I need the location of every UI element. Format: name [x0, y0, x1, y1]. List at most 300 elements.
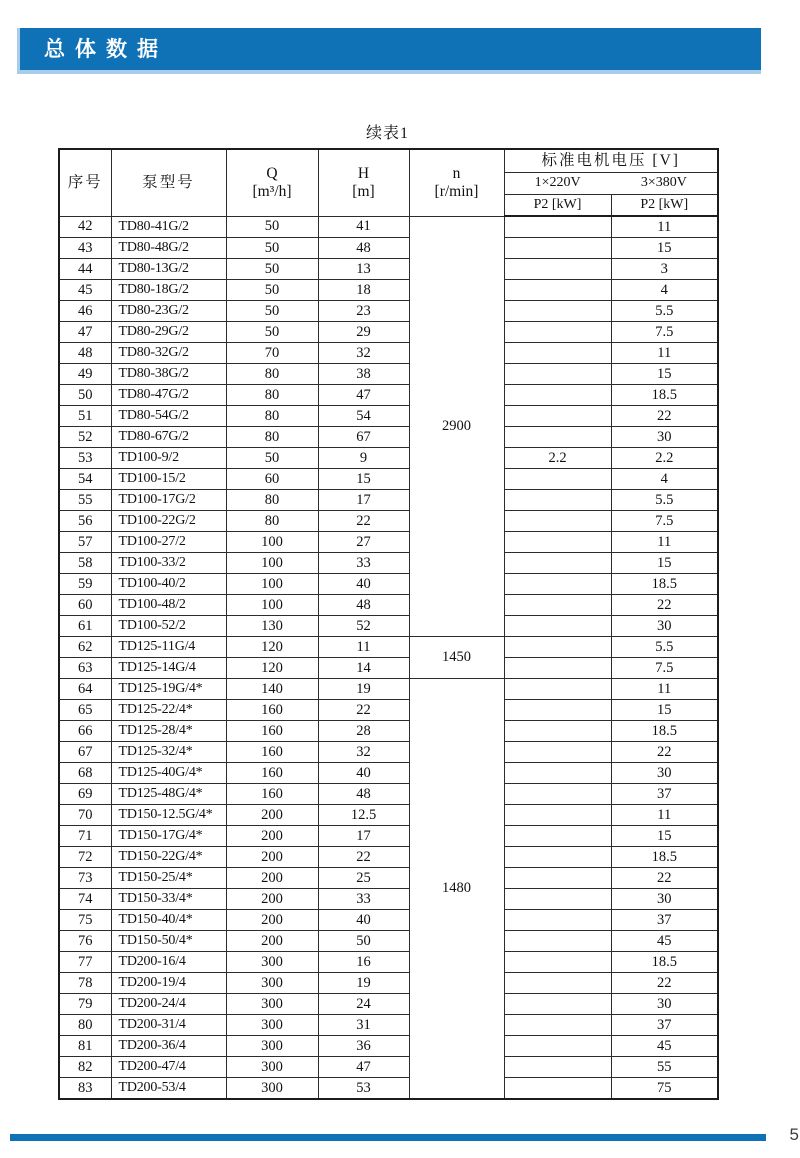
cell-h: 17: [318, 826, 409, 847]
cell-p2-380: 11: [611, 343, 718, 364]
cell-model: TD200-19/4: [111, 973, 226, 994]
cell-q: 50: [226, 448, 318, 469]
cell-speed: 1450: [409, 637, 504, 679]
cell-model: TD150-33/4*: [111, 889, 226, 910]
cell-p2-220: [504, 616, 611, 637]
table-row: [59, 805, 718, 826]
table-row: [59, 973, 718, 994]
cell-q: 100: [226, 595, 318, 616]
cell-h: 40: [318, 910, 409, 931]
cell-p2-380: 30: [611, 763, 718, 784]
cell-p2-220: [504, 427, 611, 448]
cell-p2-380: 75: [611, 1078, 718, 1100]
cell-h: 38: [318, 364, 409, 385]
cell-p2-380: 55: [611, 1057, 718, 1078]
cell-h: 9: [318, 448, 409, 469]
table-caption: 续表1: [365, 125, 409, 142]
cell-q: 300: [226, 1078, 318, 1100]
cell-h: 28: [318, 721, 409, 742]
cell-p2-380: 37: [611, 784, 718, 805]
table-row: [59, 574, 718, 595]
cell-q: 50: [226, 280, 318, 301]
cell-model: TD100-15/2: [111, 469, 226, 490]
cell-serial: 52: [59, 427, 111, 448]
voltage-subheader: [504, 173, 718, 195]
cell-q: 200: [226, 847, 318, 868]
cell-q: 80: [226, 385, 318, 406]
cell-q: 70: [226, 343, 318, 364]
col-header-p2-220: P2 [kW]: [504, 195, 611, 217]
cell-p2-220: [504, 385, 611, 406]
cell-model: TD80-48G/2: [111, 238, 226, 259]
cell-p2-380: 37: [611, 1015, 718, 1036]
cell-h: 67: [318, 427, 409, 448]
cell-p2-380: 15: [611, 553, 718, 574]
cell-serial: 47: [59, 322, 111, 343]
cell-h: 22: [318, 511, 409, 532]
cell-q: 160: [226, 742, 318, 763]
cell-q: 120: [226, 658, 318, 679]
cell-h: 19: [318, 679, 409, 700]
cell-p2-220: [504, 532, 611, 553]
cell-model: TD100-40/2: [111, 574, 226, 595]
table-row: [59, 679, 718, 700]
cell-serial: 77: [59, 952, 111, 973]
cell-p2-380: 30: [611, 889, 718, 910]
table-row: [59, 847, 718, 868]
cell-p2-380: 4: [611, 280, 718, 301]
cell-p2-220: [504, 1057, 611, 1078]
cell-h: 17: [318, 490, 409, 511]
table-row: [59, 784, 718, 805]
table-row: [59, 700, 718, 721]
voltage-220-label: 1×220V: [534, 175, 581, 191]
cell-model: TD125-28/4*: [111, 721, 226, 742]
cell-p2-380: 18.5: [611, 385, 718, 406]
cell-p2-220: [504, 238, 611, 259]
cell-p2-220: [504, 574, 611, 595]
cell-q: 50: [226, 322, 318, 343]
cell-p2-220: [504, 679, 611, 700]
cell-model: TD80-54G/2: [111, 406, 226, 427]
cell-q: 200: [226, 868, 318, 889]
cell-q: 140: [226, 679, 318, 700]
table-row: [59, 406, 718, 427]
cell-h: 47: [318, 385, 409, 406]
cell-model: TD100-52/2: [111, 616, 226, 637]
cell-p2-380: 15: [611, 826, 718, 847]
cell-serial: 79: [59, 994, 111, 1015]
table-row: [59, 595, 718, 616]
cell-model: TD150-17G/4*: [111, 826, 226, 847]
cell-p2-220: [504, 301, 611, 322]
cell-q: 80: [226, 406, 318, 427]
cell-p2-380: 15: [611, 364, 718, 385]
cell-model: TD200-24/4: [111, 994, 226, 1015]
cell-q: 50: [226, 238, 318, 259]
table-header: [59, 149, 718, 216]
cell-p2-380: 5.5: [611, 637, 718, 658]
cell-serial: 48: [59, 343, 111, 364]
cell-p2-380: 3: [611, 259, 718, 280]
cell-h: 14: [318, 658, 409, 679]
cell-p2-220: [504, 700, 611, 721]
cell-p2-380: 15: [611, 700, 718, 721]
cell-serial: 60: [59, 595, 111, 616]
cell-serial: 42: [59, 216, 111, 238]
table-row: [59, 301, 718, 322]
cell-p2-380: 22: [611, 742, 718, 763]
cell-h: 33: [318, 553, 409, 574]
cell-p2-380: 22: [611, 406, 718, 427]
cell-serial: 54: [59, 469, 111, 490]
cell-serial: 66: [59, 721, 111, 742]
n-symbol: n: [452, 164, 461, 182]
cell-p2-220: 2.2: [504, 448, 611, 469]
cell-serial: 59: [59, 574, 111, 595]
table-row: [59, 427, 718, 448]
cell-q: 200: [226, 805, 318, 826]
table-row: [59, 238, 718, 259]
cell-model: TD80-32G/2: [111, 343, 226, 364]
table-row: [59, 931, 718, 952]
table-row: [59, 490, 718, 511]
cell-serial: 65: [59, 700, 111, 721]
table-row: [59, 385, 718, 406]
cell-q: 100: [226, 553, 318, 574]
cell-serial: 76: [59, 931, 111, 952]
cell-h: 27: [318, 532, 409, 553]
cell-h: 52: [318, 616, 409, 637]
table-row: [59, 994, 718, 1015]
cell-p2-220: [504, 490, 611, 511]
cell-q: 80: [226, 490, 318, 511]
table-row: [59, 259, 718, 280]
cell-h: 13: [318, 259, 409, 280]
col-header-voltage-group: 标准电机电压 [V]: [504, 149, 718, 173]
cell-p2-220: [504, 595, 611, 616]
table-row: [59, 1078, 718, 1100]
cell-p2-220: [504, 721, 611, 742]
cell-serial: 62: [59, 637, 111, 658]
cell-p2-220: [504, 742, 611, 763]
cell-p2-220: [504, 511, 611, 532]
cell-q: 300: [226, 1036, 318, 1057]
cell-serial: 64: [59, 679, 111, 700]
cell-model: TD80-67G/2: [111, 427, 226, 448]
cell-model: TD200-16/4: [111, 952, 226, 973]
cell-h: 36: [318, 1036, 409, 1057]
cell-p2-380: 2.2: [611, 448, 718, 469]
cell-model: TD80-41G/2: [111, 216, 226, 238]
cell-serial: 55: [59, 490, 111, 511]
cell-p2-220: [504, 343, 611, 364]
table-row: [59, 511, 718, 532]
table-row: [59, 280, 718, 301]
cell-p2-380: 30: [611, 427, 718, 448]
cell-p2-220: [504, 931, 611, 952]
cell-p2-220: [504, 805, 611, 826]
cell-model: TD125-48G/4*: [111, 784, 226, 805]
cell-h: 47: [318, 1057, 409, 1078]
cell-serial: 45: [59, 280, 111, 301]
table-row: [59, 1036, 718, 1057]
cell-p2-380: 30: [611, 994, 718, 1015]
cell-h: 40: [318, 574, 409, 595]
section-header-bar: [17, 28, 761, 74]
table-row: [59, 742, 718, 763]
cell-model: TD125-40G/4*: [111, 763, 226, 784]
h-unit: [m]: [352, 182, 375, 200]
cell-model: TD200-31/4: [111, 1015, 226, 1036]
cell-model: TD100-17G/2: [111, 490, 226, 511]
cell-serial: 57: [59, 532, 111, 553]
cell-p2-380: 4: [611, 469, 718, 490]
table-row: [59, 658, 718, 679]
cell-p2-380: 45: [611, 1036, 718, 1057]
cell-q: 300: [226, 1015, 318, 1036]
cell-serial: 72: [59, 847, 111, 868]
cell-model: TD150-40/4*: [111, 910, 226, 931]
table-row: [59, 469, 718, 490]
col-header-serial: 序号: [59, 149, 111, 216]
cell-h: 22: [318, 847, 409, 868]
table-row: [59, 637, 718, 658]
cell-speed: 2900: [409, 216, 504, 637]
cell-h: 29: [318, 322, 409, 343]
cell-p2-220: [504, 1015, 611, 1036]
cell-model: TD125-11G/4: [111, 637, 226, 658]
cell-serial: 49: [59, 364, 111, 385]
cell-h: 12.5: [318, 805, 409, 826]
cell-p2-380: 18.5: [611, 574, 718, 595]
cell-q: 100: [226, 574, 318, 595]
cell-model: TD80-38G/2: [111, 364, 226, 385]
cell-serial: 70: [59, 805, 111, 826]
h-symbol: H: [357, 164, 370, 182]
cell-p2-220: [504, 259, 611, 280]
cell-h: 48: [318, 238, 409, 259]
cell-serial: 73: [59, 868, 111, 889]
cell-model: TD100-22G/2: [111, 511, 226, 532]
cell-p2-220: [504, 826, 611, 847]
cell-q: 50: [226, 301, 318, 322]
cell-p2-380: 11: [611, 532, 718, 553]
col-header-model: 泵型号: [111, 149, 226, 216]
table-row: [59, 216, 718, 238]
cell-serial: 67: [59, 742, 111, 763]
cell-model: TD125-19G/4*: [111, 679, 226, 700]
cell-serial: 81: [59, 1036, 111, 1057]
cell-model: TD80-23G/2: [111, 301, 226, 322]
table-row: [59, 826, 718, 847]
cell-model: TD200-47/4: [111, 1057, 226, 1078]
cell-h: 48: [318, 595, 409, 616]
col-header-p2-380: P2 [kW]: [611, 195, 718, 217]
cell-serial: 78: [59, 973, 111, 994]
cell-serial: 56: [59, 511, 111, 532]
cell-p2-220: [504, 994, 611, 1015]
cell-q: 300: [226, 952, 318, 973]
cell-p2-220: [504, 847, 611, 868]
section-title: 总体数据: [44, 37, 168, 61]
cell-serial: 51: [59, 406, 111, 427]
cell-h: 11: [318, 637, 409, 658]
cell-h: 50: [318, 931, 409, 952]
cell-p2-380: 18.5: [611, 721, 718, 742]
cell-model: TD125-32/4*: [111, 742, 226, 763]
cell-h: 22: [318, 700, 409, 721]
cell-model: TD100-9/2: [111, 448, 226, 469]
cell-model: TD100-33/2: [111, 553, 226, 574]
cell-serial: 82: [59, 1057, 111, 1078]
cell-model: TD200-36/4: [111, 1036, 226, 1057]
cell-p2-220: [504, 216, 611, 238]
col-header-q: [226, 149, 318, 216]
pump-data-table: [58, 148, 719, 1100]
table-row: [59, 343, 718, 364]
cell-h: 15: [318, 469, 409, 490]
cell-h: 25: [318, 868, 409, 889]
cell-serial: 53: [59, 448, 111, 469]
cell-p2-220: [504, 952, 611, 973]
cell-q: 50: [226, 216, 318, 238]
cell-p2-220: [504, 763, 611, 784]
cell-h: 48: [318, 784, 409, 805]
cell-h: 54: [318, 406, 409, 427]
cell-q: 130: [226, 616, 318, 637]
cell-serial: 74: [59, 889, 111, 910]
table-row: [59, 322, 718, 343]
cell-p2-220: [504, 658, 611, 679]
cell-h: 31: [318, 1015, 409, 1036]
cell-q: 200: [226, 931, 318, 952]
cell-p2-380: 22: [611, 973, 718, 994]
voltage-380-label: 3×380V: [640, 175, 687, 191]
cell-p2-220: [504, 784, 611, 805]
cell-serial: 44: [59, 259, 111, 280]
table-row: [59, 721, 718, 742]
cell-model: TD125-22/4*: [111, 700, 226, 721]
cell-p2-380: 11: [611, 216, 718, 238]
table-row: [59, 553, 718, 574]
cell-model: TD150-50/4*: [111, 931, 226, 952]
table-row: [59, 448, 718, 469]
cell-p2-220: [504, 973, 611, 994]
cell-p2-220: [504, 1036, 611, 1057]
cell-p2-380: 30: [611, 616, 718, 637]
cell-q: 80: [226, 511, 318, 532]
cell-q: 200: [226, 889, 318, 910]
cell-p2-220: [504, 469, 611, 490]
page-number: 5: [789, 1125, 799, 1144]
col-header-n: [409, 149, 504, 216]
cell-q: 160: [226, 721, 318, 742]
cell-p2-380: 18.5: [611, 952, 718, 973]
cell-serial: 80: [59, 1015, 111, 1036]
cell-p2-220: [504, 406, 611, 427]
cell-p2-380: 7.5: [611, 322, 718, 343]
cell-p2-220: [504, 364, 611, 385]
q-symbol: Q: [266, 164, 278, 182]
cell-q: 60: [226, 469, 318, 490]
table-row: [59, 616, 718, 637]
q-unit: [m³/h]: [252, 182, 292, 200]
cell-q: 200: [226, 910, 318, 931]
cell-h: 32: [318, 343, 409, 364]
cell-p2-380: 7.5: [611, 511, 718, 532]
cell-h: 23: [318, 301, 409, 322]
table-row: [59, 952, 718, 973]
cell-p2-380: 37: [611, 910, 718, 931]
cell-q: 80: [226, 364, 318, 385]
cell-p2-220: [504, 637, 611, 658]
table-row: [59, 1057, 718, 1078]
cell-model: TD100-27/2: [111, 532, 226, 553]
cell-serial: 46: [59, 301, 111, 322]
cell-serial: 75: [59, 910, 111, 931]
cell-serial: 68: [59, 763, 111, 784]
cell-h: 16: [318, 952, 409, 973]
cell-serial: 50: [59, 385, 111, 406]
cell-serial: 63: [59, 658, 111, 679]
cell-q: 300: [226, 994, 318, 1015]
cell-serial: 61: [59, 616, 111, 637]
cell-p2-380: 5.5: [611, 490, 718, 511]
cell-p2-220: [504, 553, 611, 574]
cell-h: 19: [318, 973, 409, 994]
cell-p2-380: 22: [611, 595, 718, 616]
cell-model: TD80-18G/2: [111, 280, 226, 301]
footer-rule: [10, 1134, 766, 1141]
cell-q: 80: [226, 427, 318, 448]
cell-p2-380: 11: [611, 805, 718, 826]
cell-h: 33: [318, 889, 409, 910]
cell-p2-380: 18.5: [611, 847, 718, 868]
col-header-h: [318, 149, 409, 216]
cell-speed: 1480: [409, 679, 504, 1100]
cell-serial: 43: [59, 238, 111, 259]
cell-serial: 58: [59, 553, 111, 574]
cell-serial: 69: [59, 784, 111, 805]
cell-p2-220: [504, 322, 611, 343]
cell-model: TD200-53/4: [111, 1078, 226, 1100]
cell-model: TD100-48/2: [111, 595, 226, 616]
cell-h: 32: [318, 742, 409, 763]
data-table-body: [59, 216, 718, 1099]
cell-h: 18: [318, 280, 409, 301]
cell-model: TD125-14G/4: [111, 658, 226, 679]
cell-p2-380: 45: [611, 931, 718, 952]
cell-q: 100: [226, 532, 318, 553]
cell-p2-380: 5.5: [611, 301, 718, 322]
cell-model: TD150-12.5G/4*: [111, 805, 226, 826]
cell-h: 40: [318, 763, 409, 784]
cell-p2-220: [504, 889, 611, 910]
table-row: [59, 763, 718, 784]
cell-q: 300: [226, 973, 318, 994]
cell-model: TD80-29G/2: [111, 322, 226, 343]
cell-model: TD80-47G/2: [111, 385, 226, 406]
table-row: [59, 868, 718, 889]
cell-p2-380: 15: [611, 238, 718, 259]
cell-p2-220: [504, 1078, 611, 1100]
cell-q: 160: [226, 700, 318, 721]
table-row: [59, 364, 718, 385]
table-row: [59, 532, 718, 553]
cell-p2-380: 22: [611, 868, 718, 889]
cell-h: 24: [318, 994, 409, 1015]
